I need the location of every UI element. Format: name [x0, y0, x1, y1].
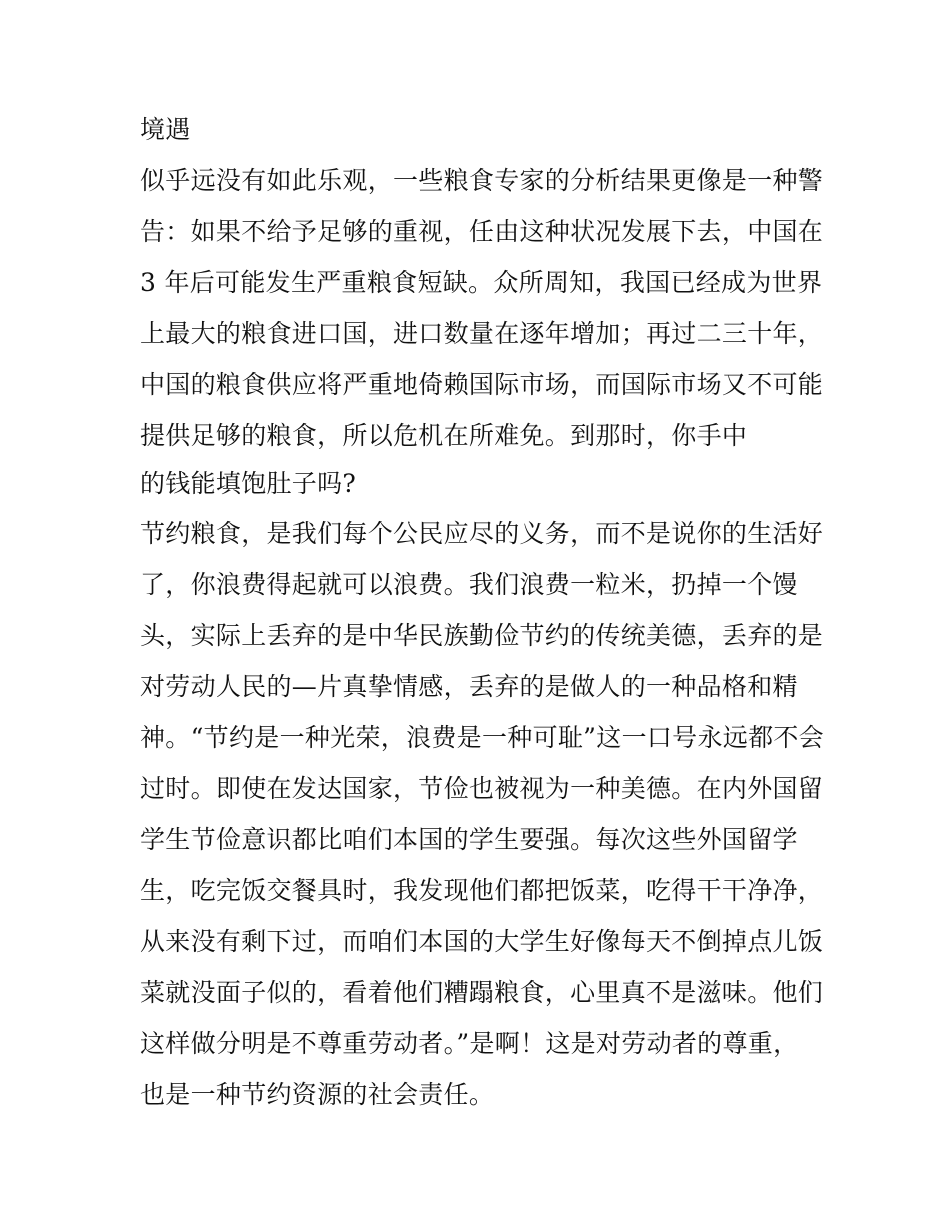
text-line: 神。“节约是一种光荣，浪费是一种可耻”这一口号永远都不会: [140, 723, 824, 752]
text-line: 生，吃完饭交餐具时，我发现他们都把饭菜，吃得干干净净，: [140, 876, 824, 905]
text-line: 从来没有剩下过，而咱们本国的大学生好像每天不倒掉点儿饭: [140, 927, 824, 956]
text-line: 节约粮食，是我们每个公民应尽的义务，而不是说你的生活好: [140, 519, 824, 548]
text-line: 对劳动人民的—片真挚情感，丢弃的是做人的一种品格和精: [140, 672, 798, 701]
text-line: 这样做分明是不尊重劳动者。”是啊！这是对劳动者的尊重，: [140, 1029, 799, 1058]
text-line: 提供足够的粮食，所以危机在所难免。到那时，你手中: [140, 421, 748, 450]
text-line: 告：如果不给予足够的重视，任由这种状况发展下去，中国在: [140, 217, 824, 246]
section-heading: 境遇: [140, 115, 191, 144]
text-line: 了，你浪费得起就可以浪费。我们浪费一粒米，扔掉一个馒: [140, 570, 798, 599]
text-line: 3 年后可能发生严重粮食短缺。众所周知，我国已经成为世界: [140, 268, 823, 297]
text-line: 中国的粮食供应将严重地倚赖国际市场，而国际市场又不可能: [140, 370, 824, 399]
text-line: 似乎远没有如此乐观，一些粮食专家的分析结果更像是一种警: [140, 166, 824, 195]
text-line: 的钱能填饱肚子吗?: [140, 469, 357, 498]
text-line: 也是一种节约资源的社会责任。: [140, 1080, 495, 1109]
text-line: 学生节俭意识都比咱们本国的学生要强。每次这些外国留学: [140, 825, 798, 854]
text-line: 上最大的粮食进口国，进口数量在逐年增加；再过二三十年，: [140, 319, 824, 348]
text-line: 菜就没面子似的，看着他们糟蹋粮食，心里真不是滋味。他们: [140, 978, 824, 1007]
text-line: 过时。即使在发达国家，节俭也被视为一种美德。在内外国留: [140, 774, 824, 803]
text-line: 头，实际上丢弃的是中华民族勤俭节约的传统美德，丢弃的是: [140, 621, 824, 650]
